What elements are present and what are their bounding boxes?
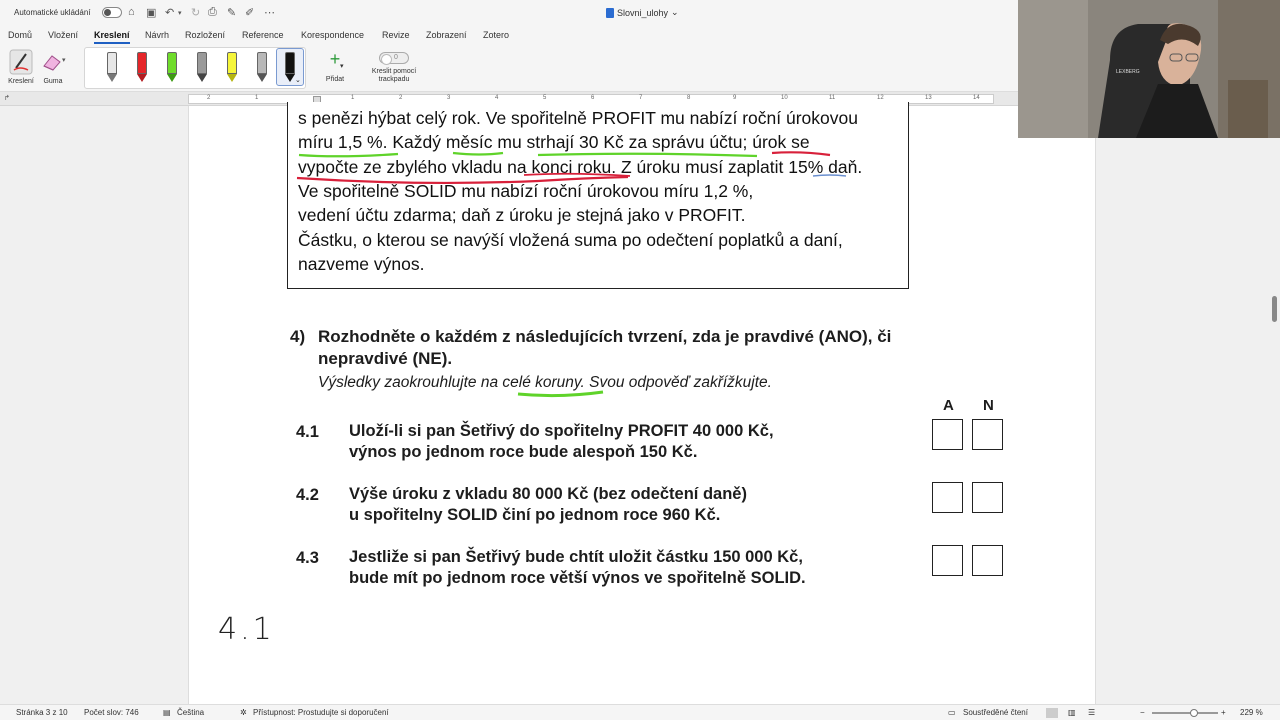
document-name: Slovni_ulohy [617, 7, 669, 18]
eraser-tool-label: Guma [43, 78, 63, 85]
ruler-mark: 1 [255, 95, 259, 101]
tab-review[interactable]: Revize [382, 30, 410, 40]
pen-green[interactable] [165, 52, 179, 84]
question-line-2: nepravdivé (NE). [318, 349, 453, 368]
focus-mode[interactable]: Soustředěné čtení [963, 708, 1028, 717]
column-header-no: N [983, 397, 994, 414]
pen-red[interactable] [135, 52, 149, 84]
checkbox-4-2-no[interactable] [972, 482, 1003, 513]
item-4-3-line-1: Jestliže si pan Šetřivý bude chtít uložit částku 150 000 Kč, [349, 548, 803, 566]
format-icon[interactable]: ✐ [245, 7, 255, 19]
tab-view[interactable]: Zobrazení [426, 30, 467, 40]
page-count[interactable]: Stránka 3 z 10 [16, 708, 68, 717]
webcam-overlay [1018, 0, 1280, 138]
undo-icon[interactable]: ↶ [165, 7, 175, 19]
print-layout-view-icon[interactable] [1046, 708, 1058, 718]
ruler-mark: 4 [495, 95, 499, 101]
item-4-1-line-1: Uloží-li si pan Šetřivý do spořitelny PROFIT 40 000 Kč, [349, 422, 774, 440]
pen-dark-gray[interactable] [195, 52, 209, 84]
vertical-scrollbar[interactable] [1272, 296, 1277, 322]
word-count[interactable]: Počet slov: 746 [84, 708, 139, 717]
tab-draw[interactable]: Kreslení [94, 30, 130, 40]
item-4-2-line-1: Výše úroku z vkladu 80 000 Kč (bez odečtení daně) [349, 485, 747, 503]
plus-icon: + [329, 49, 341, 69]
tab-mailings[interactable]: Korespondence [301, 30, 365, 40]
item-4-1-line-2: výnos po jednom roce bude alespoň 150 Kč. [349, 443, 698, 461]
redo-icon[interactable]: ↻ [191, 7, 201, 19]
ruler-mark: 7 [639, 95, 643, 101]
save-icon[interactable]: ▣ [146, 7, 157, 19]
ruler-mark: 1 [351, 95, 355, 101]
focus-icon[interactable]: ▭ [948, 708, 956, 717]
zoom-in-icon[interactable]: + [1221, 708, 1226, 717]
autosave-label: Automatické ukládání [14, 8, 91, 17]
chevron-down-icon: ⌄ [671, 7, 679, 17]
pen-gray-2[interactable] [255, 52, 269, 84]
item-number-4-1: 4.1 [296, 423, 319, 441]
handwritten-note: 4.1 [218, 612, 275, 647]
column-header-yes: A [943, 397, 954, 414]
outline-view-icon[interactable]: ☰ [1088, 708, 1096, 717]
proofing-icon[interactable]: ▤ [163, 708, 171, 717]
draw-pen-icon [6, 48, 36, 76]
undo-dropdown-icon[interactable]: ▾ [178, 10, 182, 17]
box-line-6: Částku, o kterou se navýší vložená suma po odečtení poplatků a daní, [298, 230, 843, 250]
draw-tool-button[interactable] [6, 48, 36, 88]
ruler-mark: 13 [925, 95, 932, 101]
ruler-mark: 6 [591, 95, 595, 101]
ruler-mark: 11 [829, 95, 836, 101]
tab-design[interactable]: Návrh [145, 30, 170, 40]
question-number: 4) [290, 327, 306, 346]
question-line-1: Rozhodněte o každém z následujících tvrzení, zda je pravdivé (ANO), či [318, 327, 892, 346]
add-pen-label: Přidat [325, 76, 345, 83]
question-hint: Výsledky zaokrouhlujte na celé koruny. Svou odpověď zakřížkujte. [318, 374, 772, 391]
item-number-4-3: 4.3 [296, 549, 319, 567]
tab-home[interactable]: Domů [8, 30, 33, 40]
item-4-3-line-2: bude mít po jednom roce větší výnos ve spořitelně SOLID. [349, 569, 806, 587]
checkbox-4-1-no[interactable] [972, 419, 1003, 450]
tab-layout[interactable]: Rozložení [185, 30, 226, 40]
webcam-person-image [1018, 0, 1280, 138]
ruler-mark: 9 [733, 95, 737, 101]
trackpad-draw-toggle[interactable] [364, 50, 424, 84]
box-line-4: Ve spořitelně SOLID mu nabízí roční úrokovou míru 1,2 %, [298, 181, 754, 201]
ruler-mark: 5 [543, 95, 547, 101]
tab-insert[interactable]: Vložení [48, 30, 79, 40]
trackpad-switch[interactable] [379, 52, 409, 64]
accessibility-icon[interactable]: ✲ [240, 708, 247, 717]
chair-logo: LEXBERG [1116, 69, 1140, 75]
zoom-slider-thumb[interactable] [1190, 709, 1198, 717]
pen-gallery [84, 47, 306, 89]
home-icon[interactable]: ⌂ [128, 6, 135, 18]
ruler-mark: 12 [877, 95, 884, 101]
ruler-mark: 2 [207, 95, 211, 101]
add-dropdown-icon: ▾ [340, 63, 344, 70]
checkbox-4-3-yes[interactable] [932, 545, 963, 576]
pen-icon[interactable]: ✎ [227, 7, 237, 19]
box-line-3: vypočte ze zbylého vkladu na konci roku. Z úroku musí zaplatit 15% daň. [298, 157, 863, 177]
accessibility-status[interactable]: Přístupnost: Prostudujte si doporučení [253, 708, 389, 717]
ruler-mark: 2 [399, 95, 403, 101]
document-title[interactable] [606, 7, 679, 18]
box-line-7: nazveme výnos. [298, 254, 425, 274]
tab-references[interactable]: Reference [242, 30, 284, 40]
autosave-toggle[interactable] [102, 7, 122, 18]
ruler-mark: 14 [973, 95, 980, 101]
zoom-level[interactable]: 229 % [1240, 708, 1263, 717]
language[interactable]: Čeština [177, 708, 205, 717]
item-number-4-2: 4.2 [296, 486, 319, 504]
eraser-tool-button[interactable] [38, 48, 68, 88]
tab-zotero[interactable]: Zotero [483, 30, 510, 40]
pen-black-selected[interactable] [276, 48, 304, 86]
item-4-2-line-2: u spořitelny SOLID činí po jednom roce 960 Kč. [349, 506, 721, 524]
svg-text:▾: ▾ [62, 57, 66, 64]
ruler-mark: 10 [781, 95, 788, 101]
word-doc-icon [606, 8, 614, 18]
print-icon[interactable]: ⎙ [208, 6, 217, 18]
pen-yellow[interactable] [225, 52, 239, 84]
trackpad-switch-value: 0 [394, 54, 398, 61]
checkbox-4-2-yes[interactable] [932, 482, 963, 513]
checkbox-4-3-no[interactable] [972, 545, 1003, 576]
zoom-out-icon[interactable]: − [1140, 708, 1145, 717]
zoom-slider[interactable] [1152, 712, 1218, 714]
ruler-mark: 3 [447, 95, 451, 101]
add-pen-button[interactable] [318, 50, 352, 86]
box-line-2: míru 1,5 %. Každý měsíc mu strhají 30 Kč za správu účtu; úrok se [298, 132, 810, 152]
checkbox-4-1-yes[interactable] [932, 419, 963, 450]
pen-gray[interactable] [105, 52, 119, 84]
ruler-mark: 8 [687, 95, 691, 101]
status-bar [0, 704, 1280, 720]
box-line-5: vedení účtu zdarma; daň z úroku je stejná jako v PROFIT. [298, 205, 746, 225]
tab-stop-icon[interactable]: ↱ [4, 95, 10, 102]
eraser-icon [38, 48, 68, 76]
trackpad-label-1: Kreslit pomocí [371, 68, 417, 75]
trackpad-label-2: trackpadu [378, 76, 410, 83]
draw-tool-label: Kreslení [8, 78, 34, 85]
box-line-1: s penězi hýbat celý rok. Ve spořitelně PROFIT mu nabízí roční úrokovou [298, 108, 858, 128]
more-icon[interactable]: ⋯ [264, 7, 275, 19]
pen-options-chevron-icon[interactable]: ⌄ [295, 77, 301, 84]
web-layout-view-icon[interactable]: ▥ [1068, 708, 1076, 717]
